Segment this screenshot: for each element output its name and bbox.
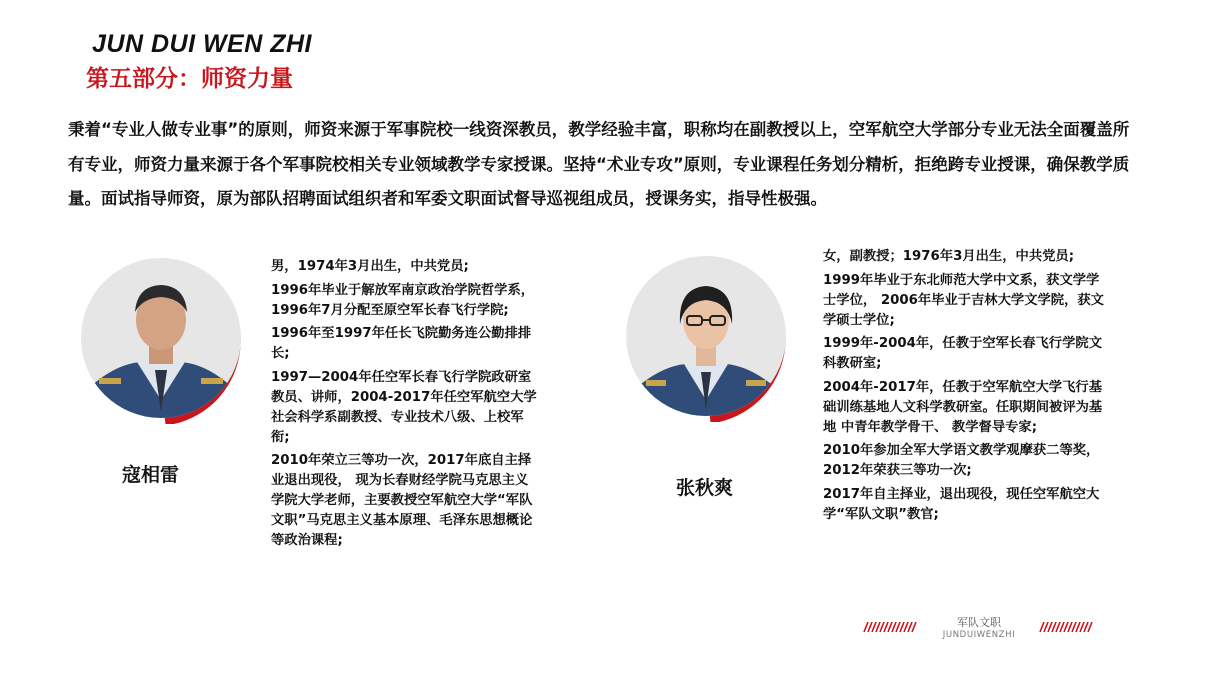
section-title: 第五部分：师资力量	[86, 66, 293, 92]
teacher-1-name: 寇相雷	[122, 464, 180, 486]
bio-line: 1999年毕业于东北师范大学中文系，获文学学士学位， 2006年毕业于吉林大学文学院，获文学硕士学位;	[823, 272, 1104, 328]
intro-paragraph: 秉着“专业人做专业事”的原则，师资来源于军事院校一线资深教员，教学经验丰富，职称均在副教授以上，空军航空大学部分专业无法全面覆盖所有专业，师资力量来源于各个军事院校相关专业领域教学专家授课。坚持“术业专攻”原则，专业课程任务划分精析，拒绝跨专业授课，确保教学质量。面试指导师资，原为部队招聘面试组织者和军委文职面试督导巡视组成员，授课务实，指导性极强。	[68, 120, 1130, 208]
footer-logo	[862, 612, 1092, 652]
bio-line: 2010年荣立三等功一次，2017年底自主择业退出现役， 现为长春财经学院马克思主义学院大学老师，主要教授空军航空大学“军队文职”马克思主义基本原理、毛泽东思想概论等政治课程;	[271, 453, 533, 548]
bio-line: 1999年-2004年，任教于空军长春飞行学院文科教研室;	[823, 336, 1102, 371]
teacher-1-portrait	[75, 252, 247, 424]
footer-title-cn: 军队文职	[957, 616, 1001, 629]
footer-title-pinyin: JUNDUIWENZHI	[942, 630, 1016, 640]
bio-line: 男，1974年3月出生，中共党员;	[271, 259, 469, 274]
bio-line: 1997—2004年任空军长春飞行学院政研室教员、讲师，2004-2017年任空军航空大学社会科学系副教授、专业技术八级、上校军衔;	[271, 369, 537, 445]
bio-line: 2004年-2017年，任教于空军航空大学飞行基础训练基地人文科学教研室。任职期间被评为基地 中青年教学骨干、 教学督导专家;	[823, 379, 1103, 435]
bio-line: 1996年至1997年任长飞院勤务连公勤排排长;	[271, 326, 532, 361]
bio-line: 1996年毕业于解放军南京政治学院哲学系， 1996年7月分配至原空军长春飞行学院;	[271, 282, 535, 318]
bio-line: 女，副教授；1976年3月出生，中共党员;	[823, 249, 1075, 264]
bio-line: 2017年自主择业，退出现役，现任空军航空大学“军队文职”教官;	[823, 486, 1100, 522]
teacher-1-bio	[271, 257, 539, 555]
teacher-2-bio	[823, 247, 1108, 528]
brand-pinyin: JUN DUI WEN ZHI	[92, 30, 312, 58]
hatch-stripes-right-icon	[1036, 622, 1094, 632]
hatch-stripes-left-icon	[862, 622, 920, 632]
bio-line: 2010年参加全军大学语文教学观摩获二等奖，2012年荣获三等功一次;	[823, 443, 1100, 478]
teacher-2-portrait	[620, 250, 792, 422]
teacher-2-name: 张秋爽	[676, 477, 734, 499]
